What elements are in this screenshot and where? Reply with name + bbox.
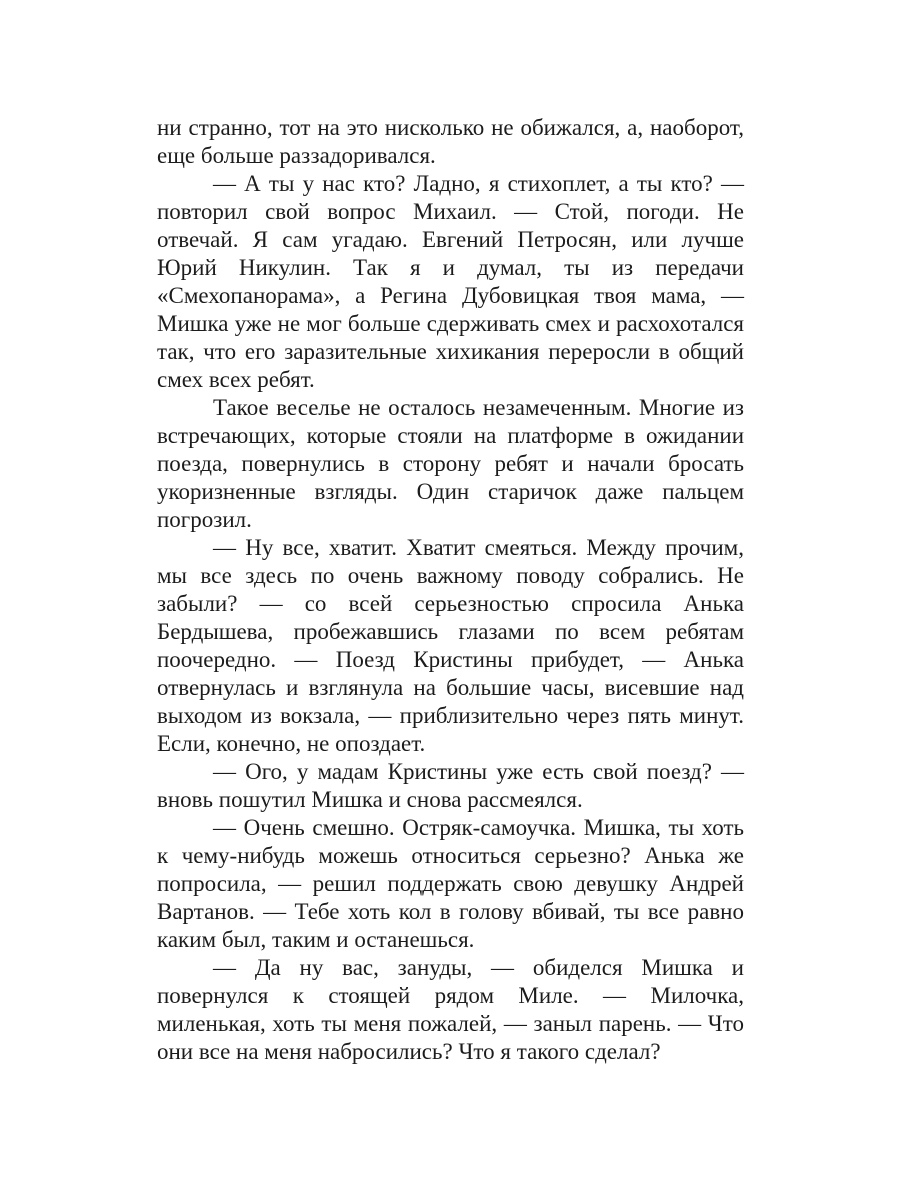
- paragraph-mikhail-question: — А ты у нас кто? Ладно, я стихоплет, а ты кто? — повторил свой вопрос Михаил. — Стой, погоди. Не отвечай. Я сам угадаю. Евгений Петросян, или лучше Юрий Никулин. Так я и думал, ты из передачи «Смехопанорама», а Регина Дубовицкая твоя мама, — Мишка уже не мог больше сдерживать смех и расхохотался так, что его заразительные хихикания переросли в общий смех всех ребят.: [157, 171, 744, 392]
- paragraph-anka-speech: — Ну все, хватит. Хватит смеяться. Между прочим, мы все здесь по очень важному поводу собрались. Не забыли? — со всей серьезностью спросила Анька Бердышева, пробежавшись глазами по всем ребятам поочередно. — Поезд Кристины прибудет, — Анька отвернулась и взглянула на большие часы, висевшие над выходом из вокзала, — приблизительно через пять минут. Если, конечно, не опоздает.: [157, 535, 744, 756]
- paragraph-mishka-complaint: — Да ну вас, зануды, — обиделся Мишка и повернулся к стоящей рядом Миле. — Милочка, миленькая, хоть ты меня пожалей, — заныл парень. — Что они все на меня набросились? Что я такого сделал?: [157, 955, 744, 1064]
- paragraph-noticed-fun: Такое веселье не осталось незамеченным. Многие из встречающих, которые стояли на платформе в ожидании поезда, повернулись в сторону ребят и начали бросать укоризненные взгляды. Один старичок даже пальцем погрозил.: [157, 395, 744, 532]
- paragraph-mishka-joke: — Ого, у мадам Кристины уже есть свой поезд? — вновь пошутил Мишка и снова рассмеялся.: [157, 759, 744, 812]
- paragraph-continuation: ни странно, тот на это нисколько не обижался, а, наоборот, еще больше раззадоривался.: [157, 115, 744, 168]
- paragraph-andrey-reply: — Очень смешно. Остряк-самоучка. Мишка, ты хоть к чему-нибудь можешь относиться серьезно? Анька же попросила, — решил поддержать свою девушку Андрей Вартанов. — Тебе хоть кол в голову вбивай, ты все равно каким был, таким и останешься.: [157, 815, 744, 952]
- page-text: [157, 114, 744, 1066]
